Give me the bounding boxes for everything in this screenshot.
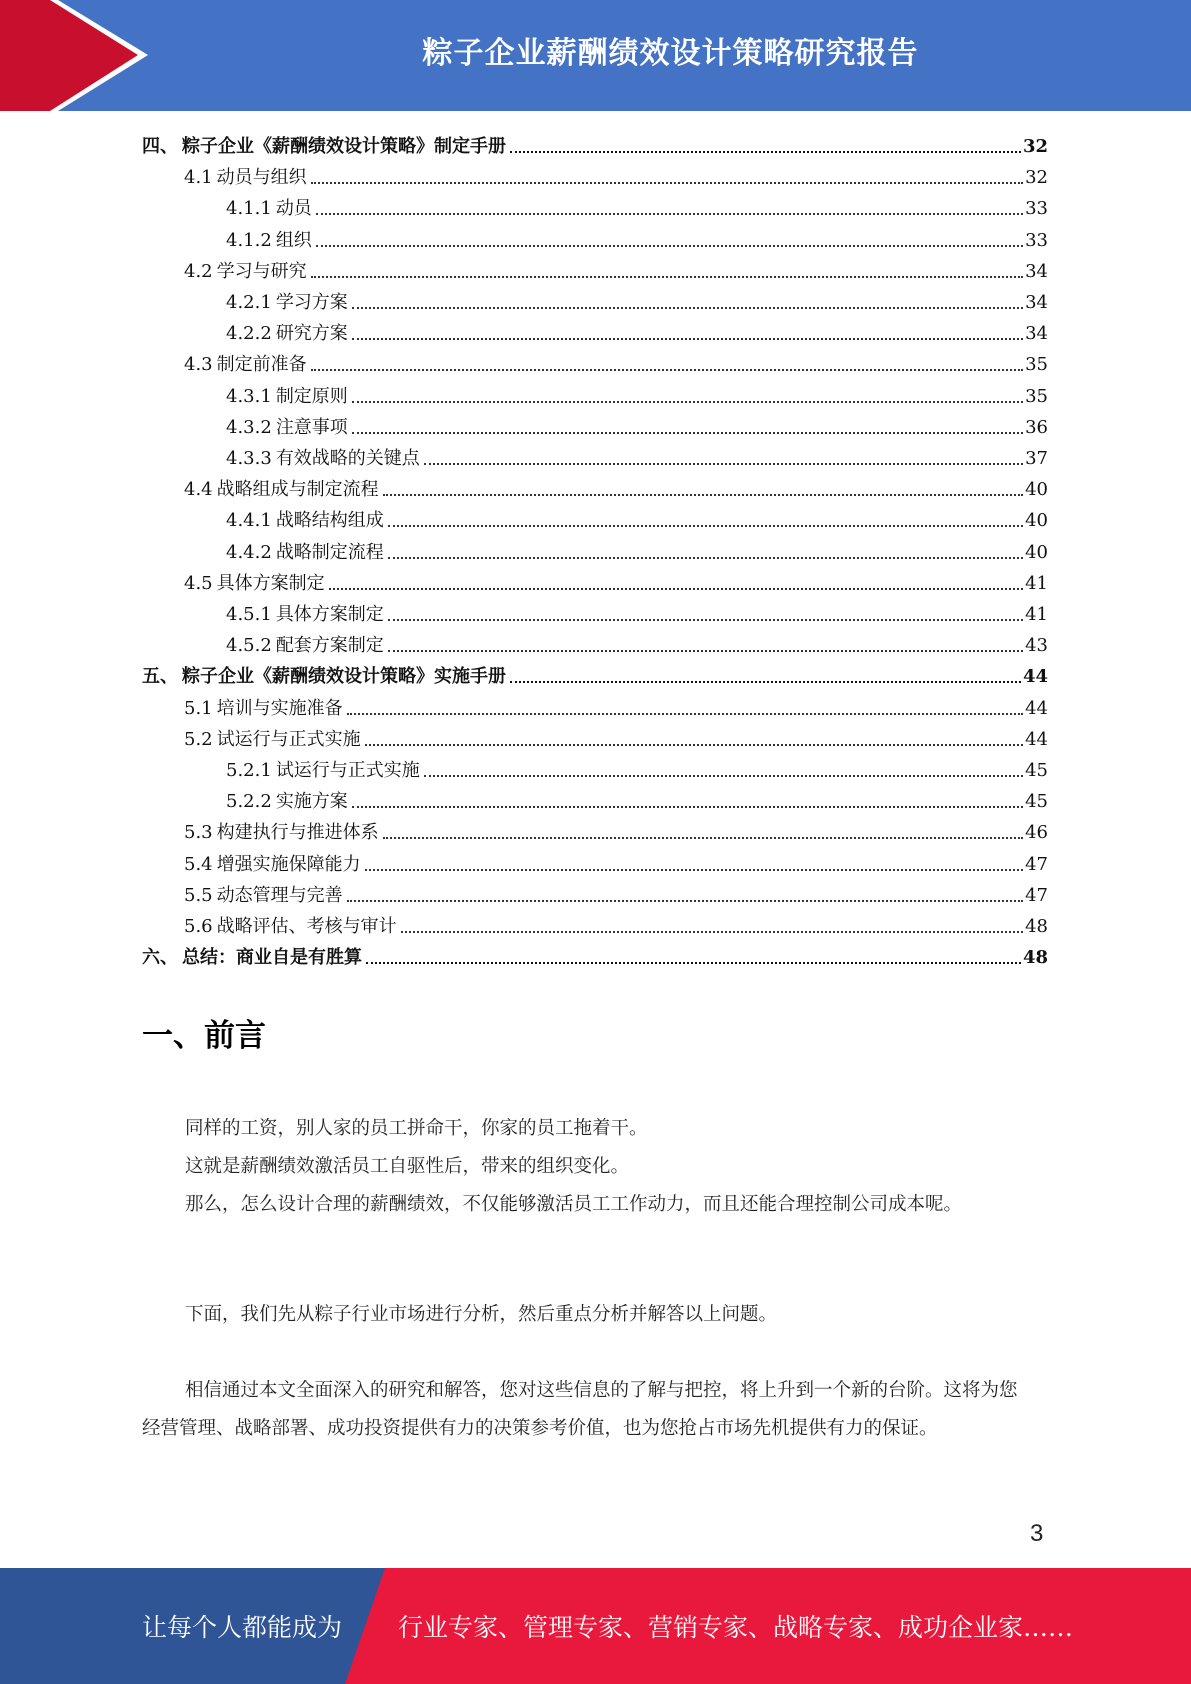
toc-dot-leader <box>366 962 1021 964</box>
toc-entry-page: 48 <box>1022 947 1048 969</box>
toc-entry[interactable] <box>226 222 1048 253</box>
toc-dot-leader <box>383 494 1023 496</box>
toc-dot-leader <box>347 900 1023 902</box>
paragraph-1: 同样的工资，别人家的员工拼命干，你家的员工拖着干。 <box>185 1118 648 1139</box>
toc-entry-number: 4.1 <box>184 167 213 189</box>
toc-entry-number: 4.5.1 <box>226 604 272 625</box>
toc-entry[interactable] <box>184 908 1048 939</box>
toc-entry-label: 动员 <box>275 198 312 220</box>
toc-entry[interactable] <box>226 627 1048 658</box>
toc-entry-number: 5.3 <box>184 822 213 844</box>
toc-entry-number: 4.3.2 <box>226 416 272 438</box>
toc-entry-page: 44 <box>1025 728 1048 750</box>
toc-entry[interactable] <box>142 939 1048 970</box>
toc-entry[interactable] <box>142 128 1048 159</box>
toc-entry-number: 4.4 <box>184 479 213 501</box>
paragraph-5: 相信通过本文全面深入的研究和解答，您对这些信息的了解与把控，将上升到一个新的台阶。这将为您经营管理、战略部署、成功投资提供有力的决策参考价值，也为您抢占市场先机提供有力的保证。 <box>142 1380 1018 1439</box>
toc-dot-leader <box>388 650 1023 652</box>
toc-entry[interactable] <box>184 814 1048 845</box>
toc-entry-number: 六、 <box>142 947 178 969</box>
toc-entry-number: 5.6 <box>184 916 213 937</box>
toc-entry-label: 具体方案制定 <box>216 572 325 594</box>
toc-entry[interactable] <box>226 315 1048 346</box>
toc-entry[interactable] <box>184 253 1048 284</box>
toc-dot-leader <box>424 463 1023 465</box>
toc-entry-number: 5.1 <box>184 697 213 719</box>
toc-entry-number: 4.4.1 <box>226 510 272 532</box>
toc-dot-leader <box>311 276 1023 278</box>
toc-dot-leader <box>316 213 1023 215</box>
paragraph-4: 下面，我们先从粽子行业市场进行分析，然后重点分析并解答以上问题。 <box>185 1304 778 1325</box>
toc-entry-label: 动态管理与完善 <box>216 884 343 906</box>
footer-slogan-left: 让每个人都能成为 <box>142 1613 343 1642</box>
toc-dot-leader <box>352 806 1023 808</box>
toc-dot-leader <box>388 557 1023 559</box>
toc-entry[interactable] <box>226 284 1048 315</box>
toc-entry[interactable] <box>184 877 1048 908</box>
toc-entry[interactable] <box>184 846 1048 877</box>
toc-entry-label: 战略结构组成 <box>275 510 384 532</box>
toc-entry-page: 33 <box>1025 198 1048 220</box>
toc-entry[interactable] <box>142 658 1048 689</box>
toc-entry-number: 4.3.3 <box>226 448 272 469</box>
toc-entry-label: 制定原则 <box>275 385 348 407</box>
toc-entry-page: 44 <box>1022 666 1048 688</box>
toc-entry-page: 47 <box>1025 853 1048 875</box>
toc-dot-leader <box>388 525 1023 527</box>
toc-entry[interactable] <box>226 596 1048 627</box>
toc-entry-page: 41 <box>1025 604 1048 625</box>
toc-entry-page: 32 <box>1022 136 1048 157</box>
toc-dot-leader <box>388 619 1023 621</box>
toc-entry-label: 学习与研究 <box>216 260 307 282</box>
toc-entry-number: 4.5 <box>184 572 213 594</box>
toc-dot-leader <box>329 588 1023 590</box>
toc-dot-leader <box>510 681 1021 683</box>
toc-entry-page: 40 <box>1025 479 1048 501</box>
toc-entry-number: 5.5 <box>184 884 213 906</box>
toc-entry-label: 实施方案 <box>275 791 348 813</box>
section-heading: 一、前言 <box>142 1018 266 1054</box>
toc-entry-page: 32 <box>1025 167 1048 189</box>
toc-dot-leader <box>383 837 1023 839</box>
toc-dot-leader <box>316 245 1023 247</box>
toc-entry[interactable] <box>184 690 1048 721</box>
toc-dot-leader <box>347 713 1023 715</box>
toc-entry-page: 34 <box>1025 292 1048 313</box>
toc-entry-page: 43 <box>1025 635 1048 657</box>
toc-entry-page: 41 <box>1025 572 1048 594</box>
toc-entry[interactable] <box>226 378 1048 409</box>
toc-dot-leader <box>311 182 1023 184</box>
toc-entry-page: 47 <box>1025 884 1048 906</box>
footer-slogan-right: 行业专家、管理专家、营销专家、战略专家、成功企业家…… <box>398 1613 1074 1642</box>
toc-entry-number: 4.2.1 <box>226 292 272 313</box>
toc-entry[interactable] <box>184 565 1048 596</box>
toc-entry-page: 45 <box>1025 791 1048 813</box>
toc-entry-label: 组织 <box>275 229 312 251</box>
toc-entry-label: 试运行与正式实施 <box>275 760 420 781</box>
toc-entry-label: 学习方案 <box>275 292 348 313</box>
toc-entry-number: 4.3.1 <box>226 385 272 407</box>
toc-entry-page: 37 <box>1025 448 1048 469</box>
toc-entry-page: 46 <box>1025 822 1048 844</box>
toc-entry-number: 4.1.2 <box>226 229 272 251</box>
toc-entry[interactable] <box>184 721 1048 752</box>
toc-entry-label: 有效战略的关键点 <box>275 448 420 469</box>
toc-entry-number: 5.2.2 <box>226 791 272 813</box>
toc-entry-label: 培训与实施准备 <box>216 697 343 719</box>
toc-entry-label: 动员与组织 <box>216 167 307 189</box>
toc-entry-label: 具体方案制定 <box>275 604 384 625</box>
toc-entry-label: 总结：商业自是有胜算 <box>182 947 362 969</box>
toc-dot-leader <box>365 869 1023 871</box>
toc-entry-label: 研究方案 <box>275 323 348 345</box>
toc-entry[interactable] <box>184 471 1048 502</box>
toc-entry-label: 试运行与正式实施 <box>216 728 361 750</box>
toc-entry-number: 5.2.1 <box>226 760 272 781</box>
toc-entry-number: 4.3 <box>184 354 213 376</box>
toc-entry[interactable] <box>226 783 1048 814</box>
toc-dot-leader <box>510 151 1021 153</box>
toc-entry-page: 35 <box>1025 385 1048 407</box>
toc-entry-number: 4.4.2 <box>226 541 272 563</box>
toc-entry-page: 34 <box>1025 260 1048 282</box>
toc-entry-label: 制定前准备 <box>216 354 307 376</box>
toc-entry-page: 45 <box>1025 760 1048 781</box>
toc-entry-page: 40 <box>1025 541 1048 563</box>
toc-entry[interactable] <box>226 534 1048 565</box>
toc-entry-label: 配套方案制定 <box>275 635 384 657</box>
toc-dot-leader <box>311 369 1023 371</box>
toc-entry-number: 4.2 <box>184 260 213 282</box>
toc-entry-page: 40 <box>1025 510 1048 532</box>
toc-entry-number: 5.2 <box>184 728 213 750</box>
toc-entry[interactable] <box>226 440 1048 471</box>
toc-entry-number: 4.1.1 <box>226 198 272 220</box>
page-footer <box>0 1568 1191 1684</box>
toc-entry-number: 4.2.2 <box>226 323 272 345</box>
paragraph-3: 那么，怎么设计合理的薪酬绩效，不仅能够激活员工工作动力，而且还能合理控制公司成本呢。 <box>185 1194 963 1215</box>
toc-dot-leader <box>352 307 1023 309</box>
toc-dot-leader <box>352 338 1023 340</box>
page-number: 3 <box>1030 1520 1044 1547</box>
toc-dot-leader <box>424 775 1023 777</box>
toc-entry-page: 44 <box>1025 697 1048 719</box>
toc-entry[interactable] <box>184 159 1048 190</box>
document-title: 粽子企业薪酬绩效设计策略研究报告 <box>422 36 919 71</box>
toc-entry[interactable] <box>184 346 1048 377</box>
toc-entry-page: 48 <box>1025 916 1048 937</box>
toc-entry-number: 四、 <box>142 136 178 157</box>
toc-entry-page: 35 <box>1025 354 1048 376</box>
toc-entry-label: 构建执行与推进体系 <box>216 822 379 844</box>
toc-entry[interactable] <box>226 752 1048 783</box>
toc-entry-label: 注意事项 <box>275 416 348 438</box>
toc-entry-label: 战略制定流程 <box>275 541 384 563</box>
toc-dot-leader <box>352 401 1023 403</box>
toc-entry-number: 5.4 <box>184 853 213 875</box>
toc-dot-leader <box>352 432 1023 434</box>
toc-entry-number: 4.5.2 <box>226 635 272 657</box>
toc-entry-label: 粽子企业《薪酬绩效设计策略》实施手册 <box>182 666 506 688</box>
toc-dot-leader <box>401 931 1023 933</box>
toc-entry-number: 五、 <box>142 666 178 688</box>
toc-entry[interactable] <box>226 190 1048 221</box>
toc-dot-leader <box>365 744 1023 746</box>
toc-entry-label: 增强实施保障能力 <box>216 853 361 875</box>
toc-entry-label: 战略评估、考核与审计 <box>216 916 397 937</box>
paragraph-2: 这就是薪酬绩效激活员工自驱性后，带来的组织变化。 <box>185 1156 630 1177</box>
toc-entry[interactable] <box>226 409 1048 440</box>
toc-entry-page: 36 <box>1025 416 1048 438</box>
toc-entry-page: 34 <box>1025 323 1048 345</box>
toc-entry-label: 战略组成与制定流程 <box>216 479 379 501</box>
toc-entry-label: 粽子企业《薪酬绩效设计策略》制定手册 <box>182 136 506 157</box>
page-header <box>0 0 1191 111</box>
toc-entry-page: 33 <box>1025 229 1048 251</box>
toc-entry[interactable] <box>226 502 1048 533</box>
